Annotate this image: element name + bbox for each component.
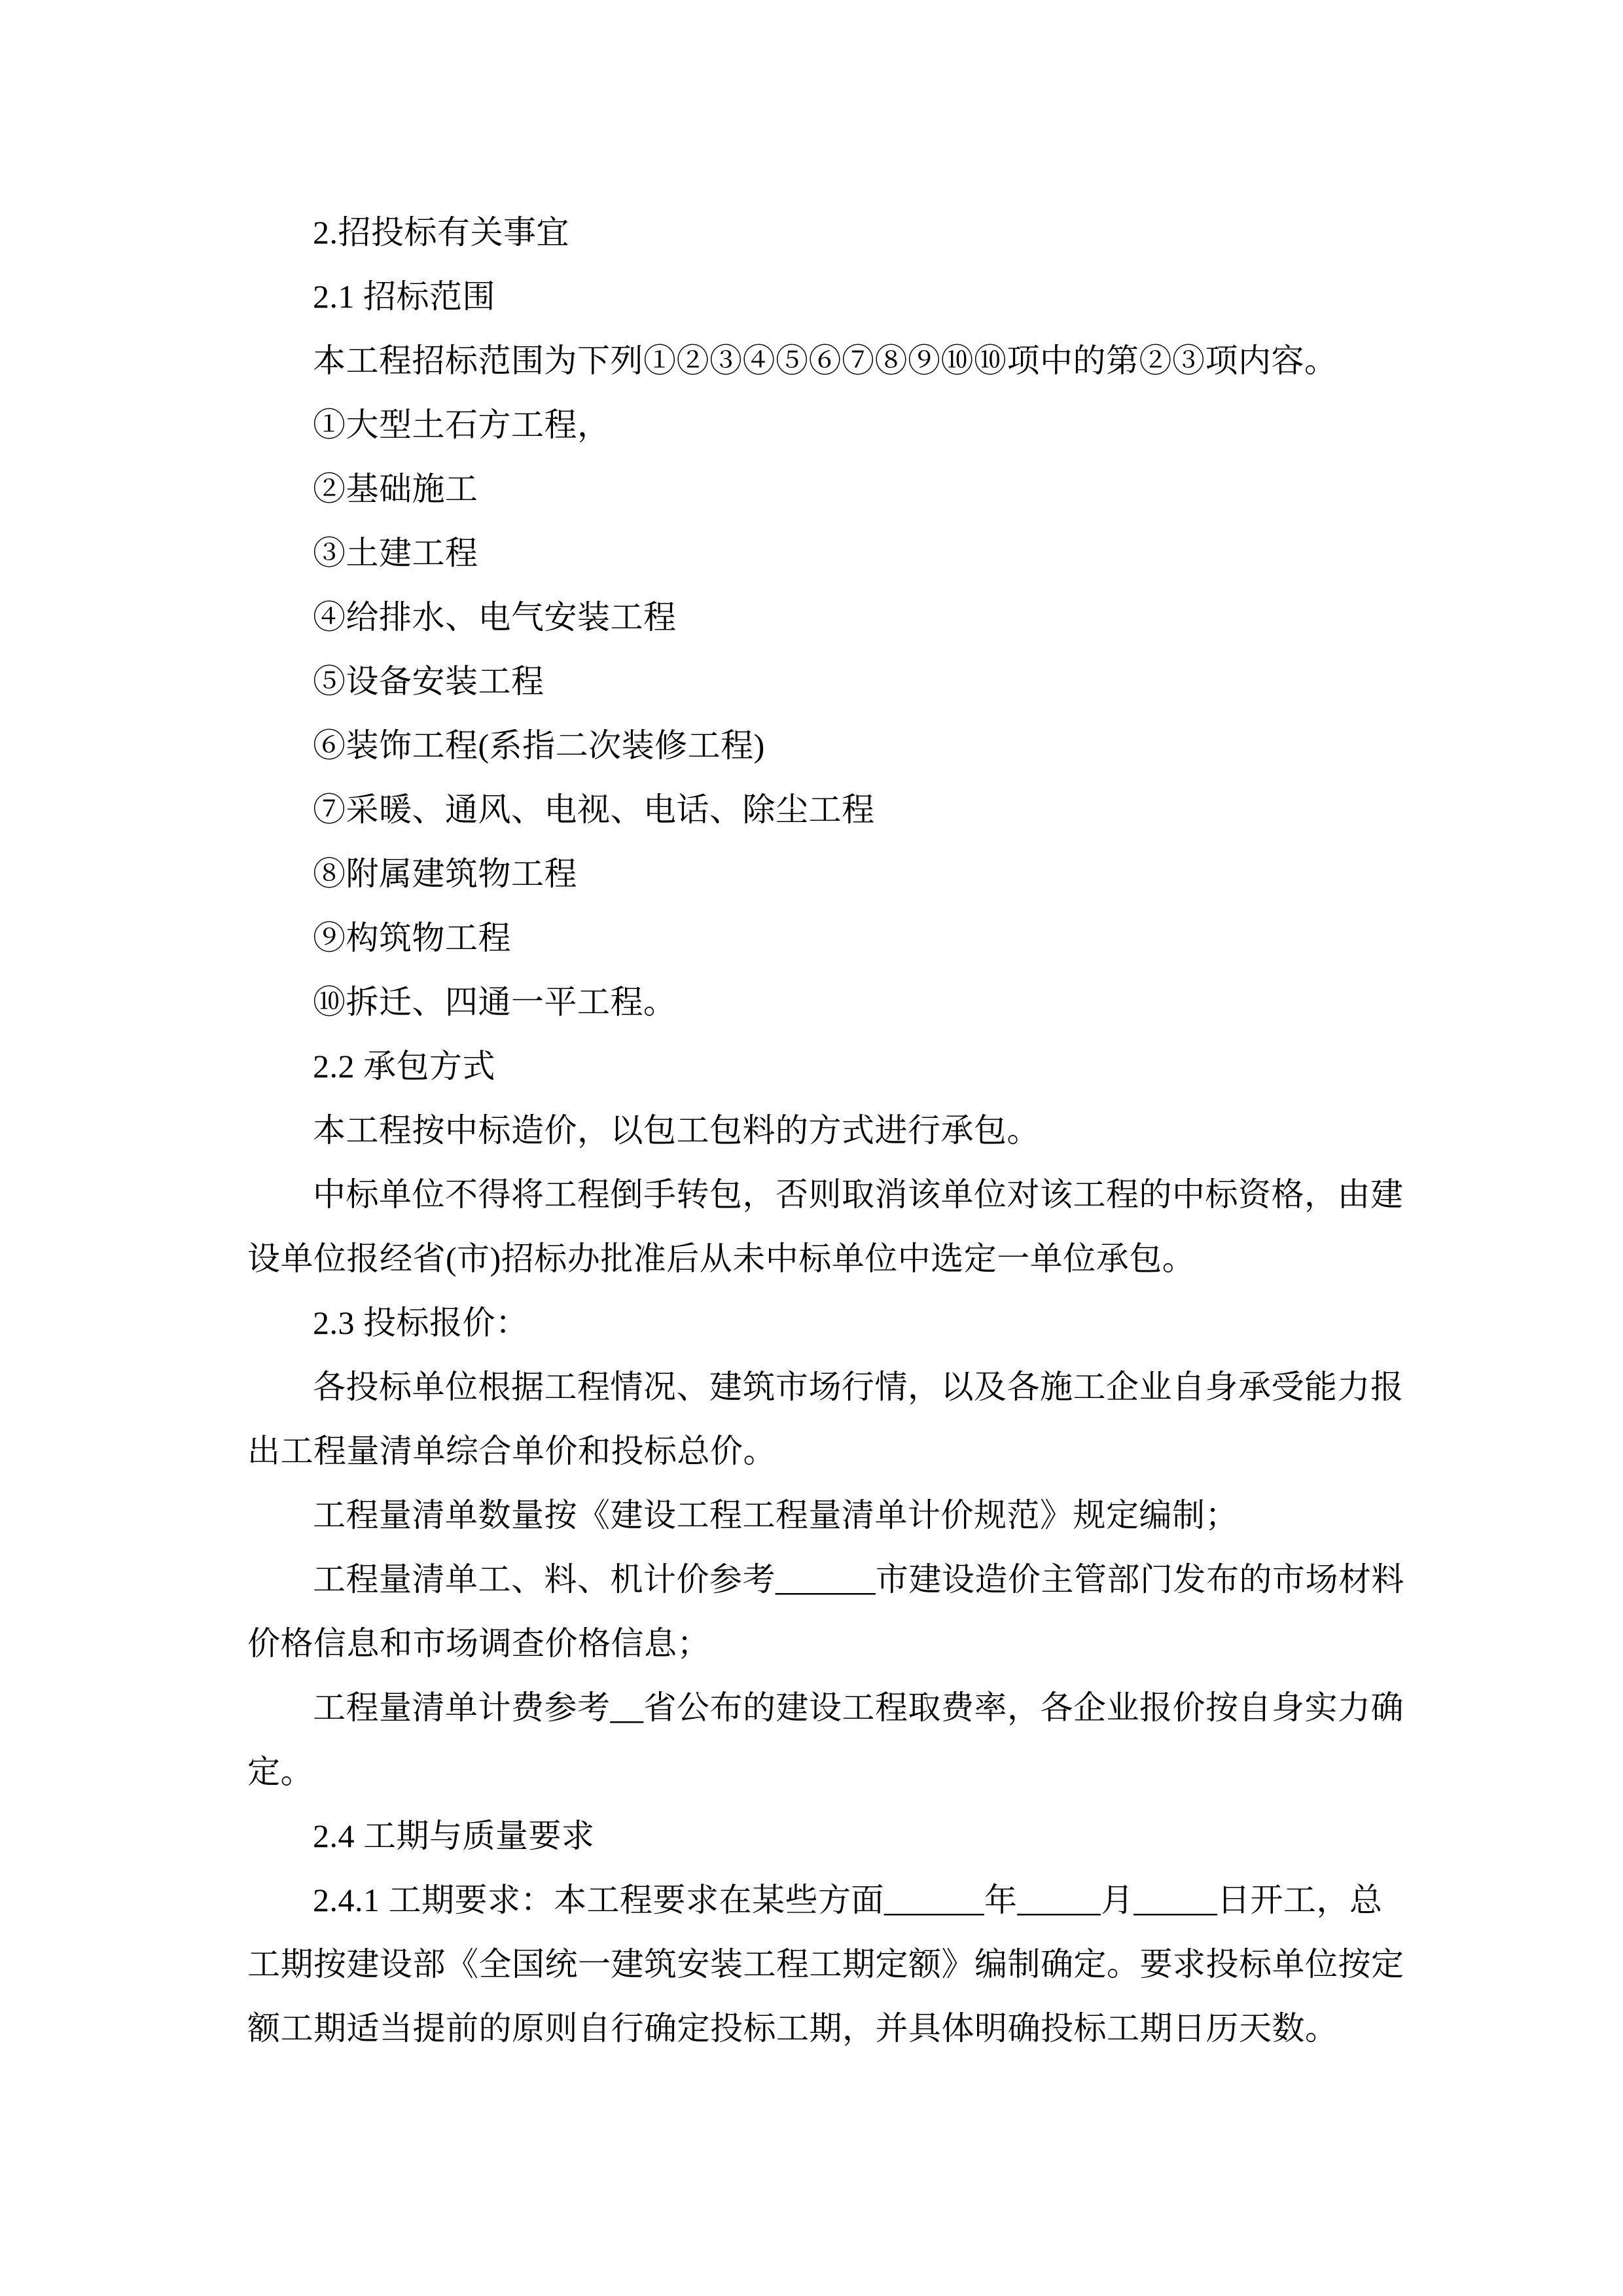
text-line-10: ⑦采暖、通风、电视、电话、除尘工程: [313, 791, 875, 828]
text-line-24: 工程量清单计费参考__省公布的建设工程取费率，各企业报价按自身实力确: [313, 1689, 1404, 1726]
text-line-8: ⑤设备安装工程: [313, 663, 544, 700]
text-line-21: 工程量清单数量按《建设工程工程量清单计价规范》规定编制；: [313, 1497, 1238, 1534]
text-line-15: 本工程按中标造价，以包工包料的方式进行承包。: [313, 1112, 1040, 1149]
text-line-19: 各投标单位根据工程情况、建筑市场行情，以及各施工企业自身承受能力报: [313, 1369, 1404, 1405]
text-line-17: 设单位报经省(市)招标办批准后从未中标单位中选定一单位承包。: [247, 1240, 1196, 1277]
text-line-25: 定。: [247, 1753, 313, 1790]
text-line-4: ①大型土石方工程，: [313, 406, 611, 443]
text-line-23: 价格信息和市场调查价格信息；: [247, 1625, 710, 1662]
text-line-5: ②基础施工: [313, 471, 478, 507]
text-line-13: ⑩拆迁、四通一平工程。: [313, 984, 677, 1020]
text-line-6: ③土建工程: [313, 535, 478, 571]
text-line-18: 2.3 投标报价：: [313, 1304, 529, 1341]
text-line-26: 2.4 工期与质量要求: [313, 1818, 595, 1854]
text-line-14: 2.2 承包方式: [313, 1048, 495, 1085]
document-body: [247, 200, 1408, 2060]
text-line-28: 工期按建设部《全国统一建筑安装工程工期定额》编制确定。要求投标单位按定: [247, 1946, 1404, 1982]
text-line-12: ⑨构筑物工程: [313, 920, 511, 956]
text-line-2: 2.1 招标范围: [313, 278, 495, 315]
text-line-29: 额工期适当提前的原则自行确定投标工期，并具体明确投标工期日历天数。: [247, 2010, 1338, 2047]
text-line-7: ④给排水、电气安装工程: [313, 599, 677, 636]
text-line-1: 2.招投标有关事宜: [313, 214, 569, 251]
text-line-20: 出工程量清单综合单价和投标总价。: [247, 1433, 776, 1469]
text-line-16: 中标单位不得将工程倒手转包，否则取消该单位对该工程的中标资格，由建: [313, 1176, 1404, 1213]
text-line-3: 本工程招标范围为下列①②③④⑤⑥⑦⑧⑨⑩⑩项中的第②③项内容。: [313, 342, 1338, 379]
text-line-22: 工程量清单工、料、机计价参考______市建设造价主管部门发布的市场材料: [313, 1561, 1404, 1598]
text-line-11: ⑧附属建筑物工程: [313, 855, 577, 892]
text-line-27: 2.4.1 工期要求：本工程要求在某些方面______年_____月_____日开工，总: [313, 1882, 1383, 1918]
text-line-9: ⑥装饰工程(系指二次装修工程): [313, 727, 765, 764]
